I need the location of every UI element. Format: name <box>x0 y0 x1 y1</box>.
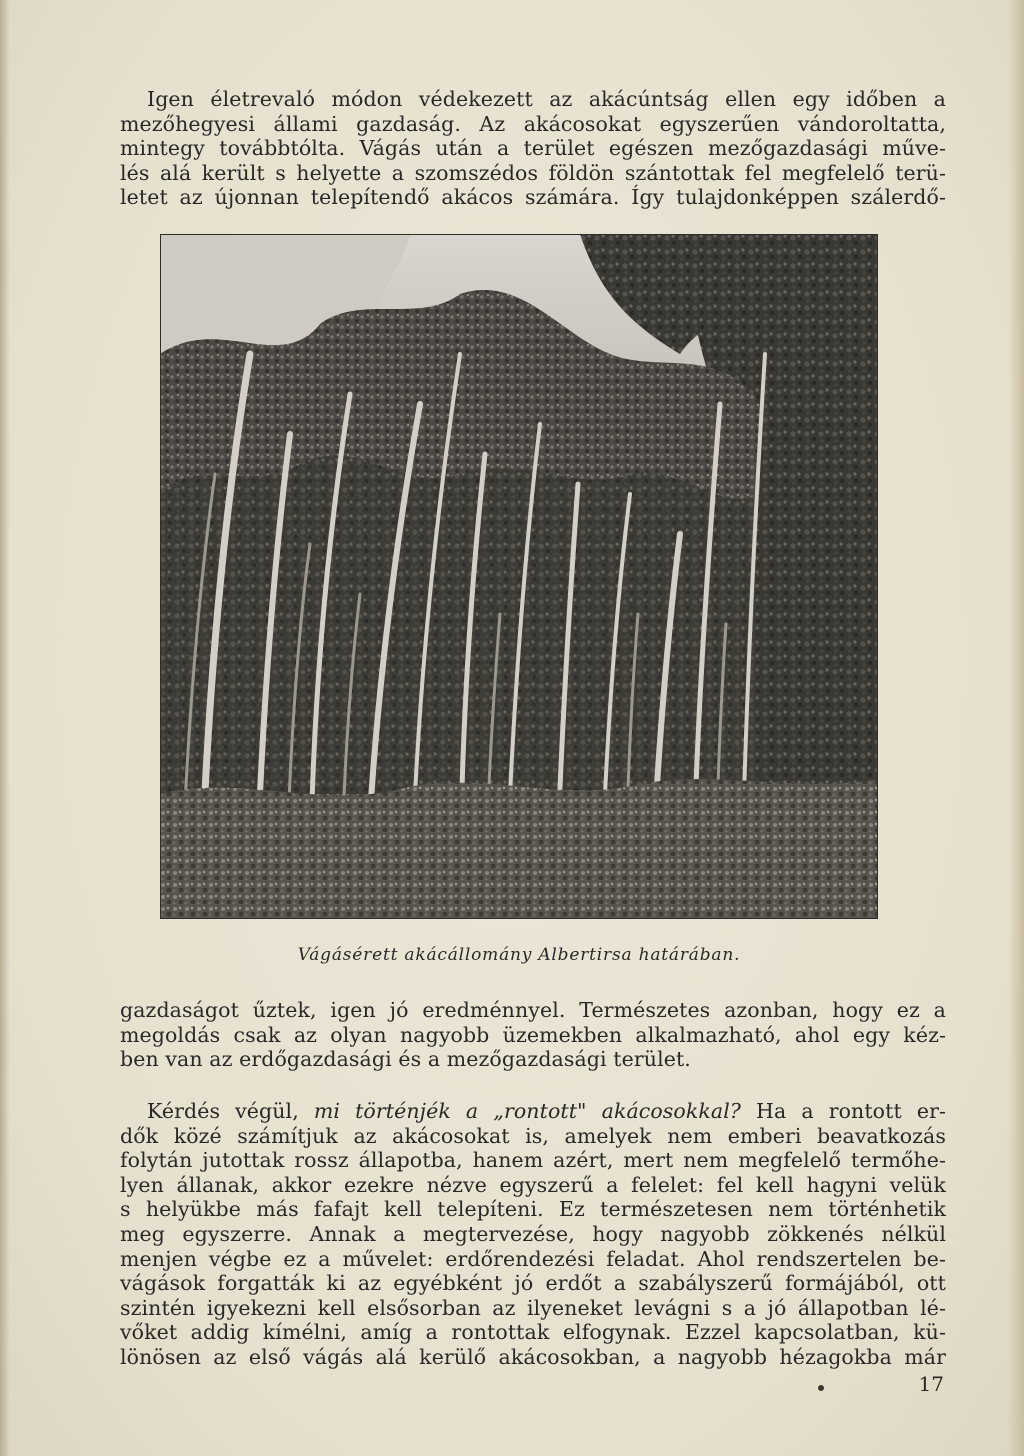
paragraph-2 <box>120 998 946 1072</box>
text-line: lés alá került s helyette a szomszédos földön szántottak fel megfelelő terü- <box>120 160 946 185</box>
forest-photograph <box>160 234 878 919</box>
text-line: megoldás csak az olyan nagyobb üzemekben alkalmazható, ahol egy kéz- <box>120 1022 946 1047</box>
text-line: mezőhegyesi állami gazdaság. Az akácosokat egyszerűen vándoroltatta, <box>120 111 946 136</box>
text-line: szintén igyekezni kell elsősorban az ilyeneket levágni s a jó állapotban lé- <box>120 1295 946 1320</box>
question-lead: Kérdés végül, <box>147 1099 314 1123</box>
page-edge-right <box>1008 0 1024 1456</box>
text-line: dők közé számítjuk az akácosokat is, amelyek nem emberi beavatkozás <box>120 1123 946 1148</box>
text-line: mintegy továbbtólta. Vágás után a terület egészen mezőgazdasági műve- <box>120 136 946 161</box>
paragraph-3 <box>120 1099 946 1370</box>
page-number: 17 <box>918 1372 944 1396</box>
text-line <box>120 1099 946 1124</box>
text-line: Igen életrevaló módon védekezett az akácúntság ellen egy időben a <box>147 87 946 111</box>
paragraph-1 <box>120 87 946 210</box>
text-line: menjen végbe ez a művelet: erdőrendezési feladat. Ahol rendszertelen be- <box>120 1246 946 1271</box>
text-line: letet az újonnan telepítendő akácos számára. Így tulajdonképpen szálerdő- <box>120 185 946 210</box>
text-line: vőket addig kímélni, amíg a rontottak elfogynak. Ezzel kapcsolatban, kü- <box>120 1320 946 1345</box>
text-line: ben van az erdőgazdasági és a mezőgazdasági terület. <box>120 1047 691 1072</box>
figure-caption: Vágásérett akácállomány Albertirsa határában. <box>297 945 741 965</box>
text-line: lönösen az első vágás alá kerülő akácosokban, a nagyobb hézagokba már <box>120 1344 946 1369</box>
text-line: folytán jutottak rossz állapotba, hanem azért, mert nem megfelelő termőhe- <box>120 1148 946 1173</box>
italic-question: mi történjék a „rontott" akácosokkal? <box>313 1099 741 1123</box>
page-edge-left <box>0 0 10 1456</box>
ink-dot <box>818 1385 824 1391</box>
text-line: lyen állanak, akkor ezekre nézve egyszerű a felelet: fel kell hagyni velük <box>120 1172 946 1197</box>
text-line: s helyükbe más fafajt kell telepíteni. Ez természetesen nem történhetik <box>120 1197 946 1222</box>
text-line: vágások forgatták ki az egyébként jó erdőt a szabályszerű formájából, ott <box>120 1271 946 1296</box>
text-line: gazdaságot űztek, igen jó eredménnyel. Természetes azonban, hogy ez a <box>120 998 946 1022</box>
text-line: meg egyszerre. Annak a megtervezése, hogy nagyobb zökkenés nélkül <box>120 1221 946 1246</box>
question-tail: Ha a rontott er- <box>740 1099 946 1123</box>
